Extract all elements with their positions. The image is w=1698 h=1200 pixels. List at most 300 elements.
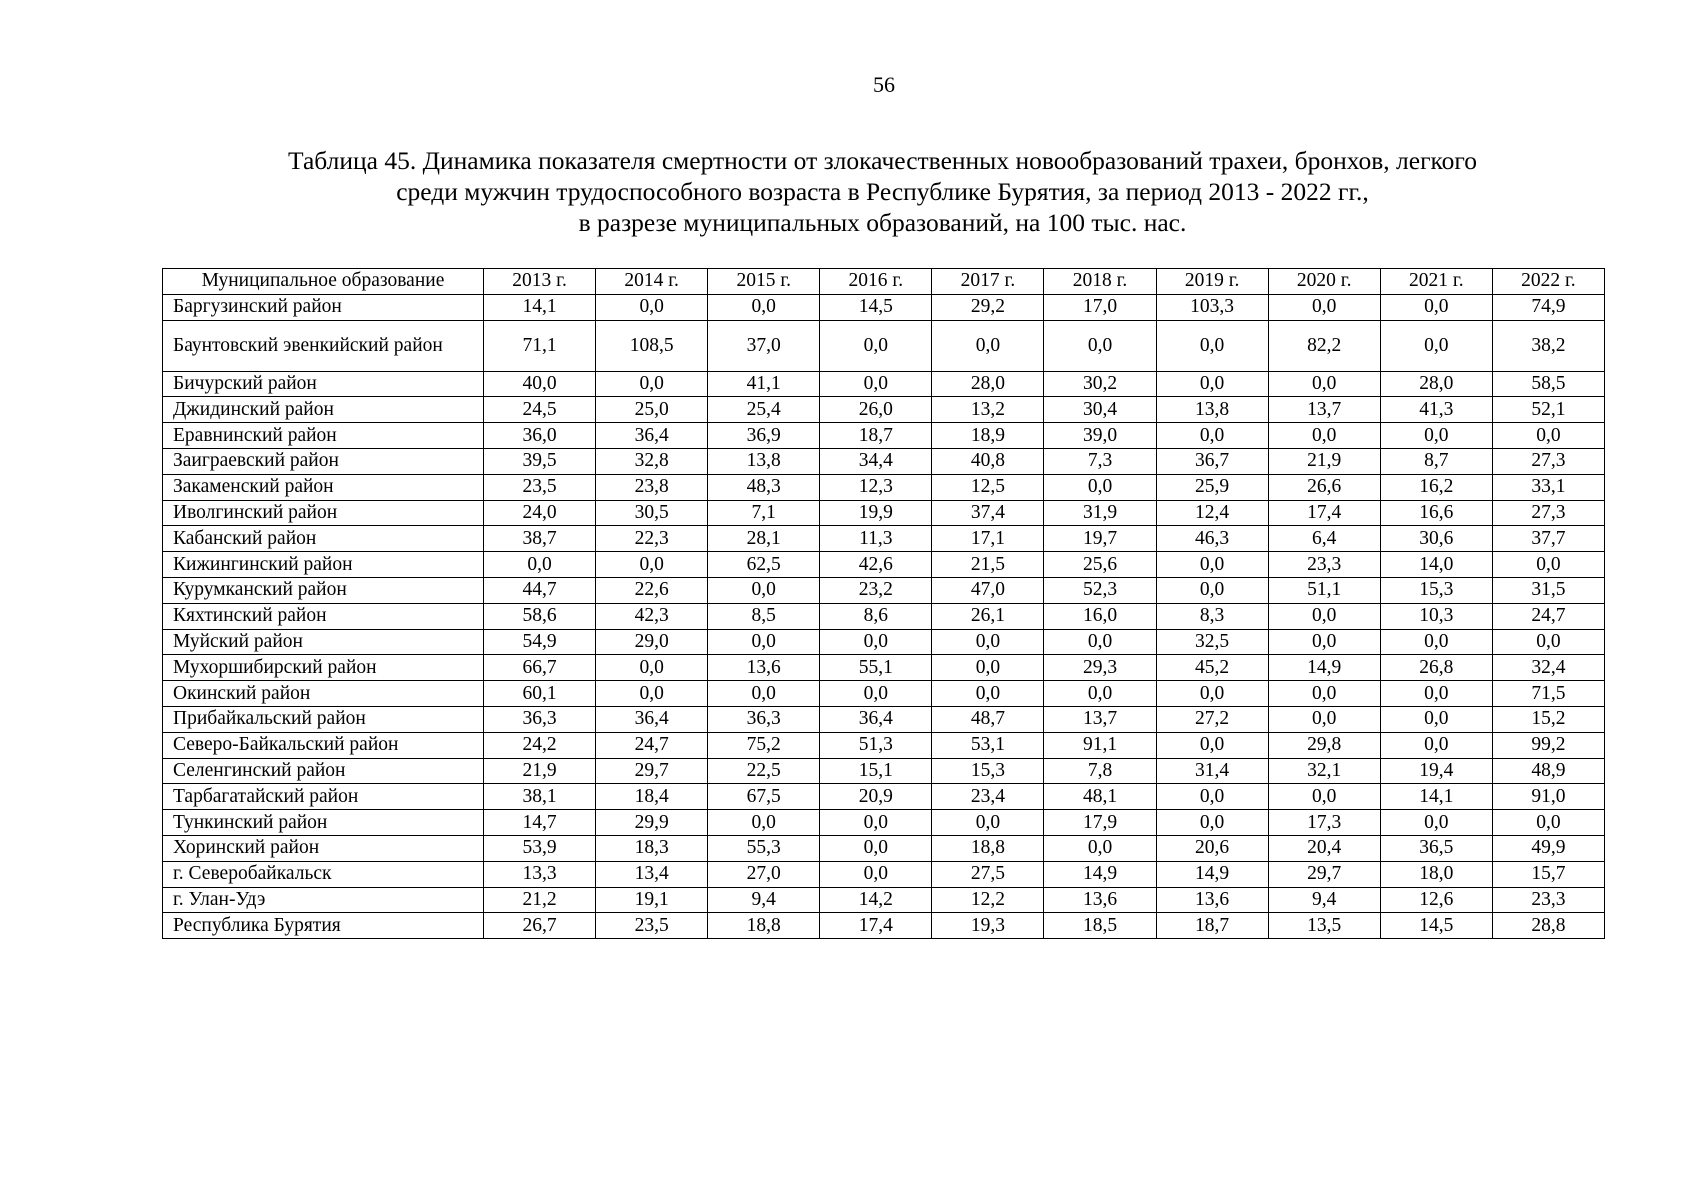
value-cell: 0,0 — [820, 861, 932, 887]
table-row — [163, 423, 1605, 449]
value-cell: 0,0 — [484, 552, 596, 578]
value-cell: 15,3 — [1380, 577, 1492, 603]
value-cell: 25,9 — [1156, 474, 1268, 500]
value-cell: 16,6 — [1380, 500, 1492, 526]
municipality-name-cell: Баунтовский эвенкийский район — [163, 320, 484, 371]
table-title-line-2: среди мужчин трудоспособного возраста в Республике Бурятия, за период 2013 - 2022 гг., — [396, 177, 1369, 206]
value-cell: 23,3 — [1268, 552, 1380, 578]
municipality-name-cell: Муйский район — [163, 629, 484, 655]
value-cell: 0,0 — [1044, 320, 1156, 371]
value-cell: 13,3 — [484, 861, 596, 887]
table-row — [163, 371, 1605, 397]
value-cell: 8,5 — [708, 603, 820, 629]
municipality-name-cell: Джидинский район — [163, 397, 484, 423]
value-cell: 18,3 — [596, 835, 708, 861]
table-row — [163, 577, 1605, 603]
value-cell: 0,0 — [1380, 320, 1492, 371]
value-cell: 58,5 — [1492, 371, 1604, 397]
value-cell: 13,6 — [708, 655, 820, 681]
column-header-year: 2015 г. — [708, 269, 820, 295]
value-cell: 0,0 — [820, 681, 932, 707]
municipality-name-cell: Баргузинский район — [163, 294, 484, 320]
value-cell: 48,7 — [932, 706, 1044, 732]
table-row — [163, 784, 1605, 810]
value-cell: 24,7 — [596, 732, 708, 758]
value-cell: 30,6 — [1380, 526, 1492, 552]
value-cell: 29,0 — [596, 629, 708, 655]
value-cell: 23,8 — [596, 474, 708, 500]
value-cell: 38,7 — [484, 526, 596, 552]
mortality-table — [162, 268, 1605, 939]
table-row — [163, 500, 1605, 526]
value-cell: 12,3 — [820, 474, 932, 500]
value-cell: 0,0 — [932, 810, 1044, 836]
municipality-name-cell: г. Северобайкальск — [163, 861, 484, 887]
municipality-name-cell: Кабанский район — [163, 526, 484, 552]
value-cell: 27,5 — [932, 861, 1044, 887]
municipality-name-cell: Тункинский район — [163, 810, 484, 836]
value-cell: 11,3 — [820, 526, 932, 552]
value-cell: 108,5 — [596, 320, 708, 371]
municipality-name-cell: Селенгинский район — [163, 758, 484, 784]
value-cell: 37,7 — [1492, 526, 1604, 552]
value-cell: 31,5 — [1492, 577, 1604, 603]
value-cell: 66,7 — [484, 655, 596, 681]
value-cell: 62,5 — [708, 552, 820, 578]
value-cell: 0,0 — [1380, 706, 1492, 732]
table-row — [163, 681, 1605, 707]
value-cell: 18,7 — [820, 423, 932, 449]
value-cell: 0,0 — [708, 629, 820, 655]
municipality-name-cell: Хоринский район — [163, 835, 484, 861]
value-cell: 14,1 — [484, 294, 596, 320]
value-cell: 0,0 — [1380, 423, 1492, 449]
column-header-year: 2020 г. — [1268, 269, 1380, 295]
value-cell: 23,2 — [820, 577, 932, 603]
value-cell: 30,4 — [1044, 397, 1156, 423]
value-cell: 24,0 — [484, 500, 596, 526]
municipality-name-cell: Заиграевский район — [163, 448, 484, 474]
value-cell: 20,6 — [1156, 835, 1268, 861]
value-cell: 22,3 — [596, 526, 708, 552]
value-cell: 12,2 — [932, 887, 1044, 913]
value-cell: 18,9 — [932, 423, 1044, 449]
table-row — [163, 552, 1605, 578]
value-cell: 0,0 — [820, 835, 932, 861]
table-row — [163, 320, 1605, 371]
value-cell: 30,2 — [1044, 371, 1156, 397]
municipality-name-cell: Тарбагатайский район — [163, 784, 484, 810]
table-header-row — [163, 269, 1605, 295]
table-row — [163, 887, 1605, 913]
municipality-name-cell: Закаменский район — [163, 474, 484, 500]
table-row — [163, 294, 1605, 320]
municipality-name-cell: Кижингинский район — [163, 552, 484, 578]
value-cell: 29,3 — [1044, 655, 1156, 681]
value-cell: 19,1 — [596, 887, 708, 913]
value-cell: 9,4 — [708, 887, 820, 913]
value-cell: 0,0 — [1492, 423, 1604, 449]
value-cell: 0,0 — [1268, 603, 1380, 629]
value-cell: 0,0 — [820, 810, 932, 836]
table-row — [163, 474, 1605, 500]
value-cell: 0,0 — [820, 629, 932, 655]
value-cell: 24,2 — [484, 732, 596, 758]
column-header-year: 2021 г. — [1380, 269, 1492, 295]
value-cell: 13,7 — [1268, 397, 1380, 423]
value-cell: 0,0 — [1156, 732, 1268, 758]
value-cell: 36,4 — [820, 706, 932, 732]
value-cell: 14,7 — [484, 810, 596, 836]
value-cell: 6,4 — [1268, 526, 1380, 552]
value-cell: 8,7 — [1380, 448, 1492, 474]
value-cell: 0,0 — [596, 552, 708, 578]
value-cell: 18,5 — [1044, 913, 1156, 939]
value-cell: 36,3 — [484, 706, 596, 732]
value-cell: 23,3 — [1492, 887, 1604, 913]
value-cell: 9,4 — [1268, 887, 1380, 913]
value-cell: 39,5 — [484, 448, 596, 474]
value-cell: 28,8 — [1492, 913, 1604, 939]
value-cell: 0,0 — [596, 655, 708, 681]
value-cell: 25,6 — [1044, 552, 1156, 578]
value-cell: 53,1 — [932, 732, 1044, 758]
value-cell: 27,3 — [1492, 500, 1604, 526]
value-cell: 0,0 — [1380, 629, 1492, 655]
value-cell: 14,5 — [1380, 913, 1492, 939]
value-cell: 0,0 — [1268, 294, 1380, 320]
value-cell: 13,7 — [1044, 706, 1156, 732]
table-body — [163, 294, 1605, 938]
value-cell: 7,8 — [1044, 758, 1156, 784]
table-header — [163, 269, 1605, 295]
value-cell: 32,4 — [1492, 655, 1604, 681]
value-cell: 29,9 — [596, 810, 708, 836]
value-cell: 55,3 — [708, 835, 820, 861]
value-cell: 18,0 — [1380, 861, 1492, 887]
value-cell: 25,4 — [708, 397, 820, 423]
value-cell: 74,9 — [1492, 294, 1604, 320]
municipality-name-cell: г. Улан-Удэ — [163, 887, 484, 913]
value-cell: 23,4 — [932, 784, 1044, 810]
value-cell: 0,0 — [1156, 552, 1268, 578]
table-title-line-3: в разрезе муниципальных образований, на 100 тыс. нас. — [578, 208, 1187, 237]
value-cell: 8,6 — [820, 603, 932, 629]
value-cell: 42,3 — [596, 603, 708, 629]
value-cell: 15,7 — [1492, 861, 1604, 887]
value-cell: 0,0 — [1156, 810, 1268, 836]
value-cell: 32,5 — [1156, 629, 1268, 655]
value-cell: 53,9 — [484, 835, 596, 861]
value-cell: 21,9 — [1268, 448, 1380, 474]
value-cell: 82,2 — [1268, 320, 1380, 371]
value-cell: 0,0 — [708, 577, 820, 603]
table-row — [163, 758, 1605, 784]
value-cell: 29,7 — [596, 758, 708, 784]
value-cell: 36,0 — [484, 423, 596, 449]
value-cell: 13,6 — [1156, 887, 1268, 913]
value-cell: 14,9 — [1268, 655, 1380, 681]
value-cell: 17,4 — [1268, 500, 1380, 526]
column-header-year: 2018 г. — [1044, 269, 1156, 295]
value-cell: 21,5 — [932, 552, 1044, 578]
value-cell: 23,5 — [596, 913, 708, 939]
value-cell: 45,2 — [1156, 655, 1268, 681]
value-cell: 0,0 — [1156, 371, 1268, 397]
value-cell: 99,2 — [1492, 732, 1604, 758]
value-cell: 91,1 — [1044, 732, 1156, 758]
value-cell: 21,2 — [484, 887, 596, 913]
column-header-year: 2013 г. — [484, 269, 596, 295]
value-cell: 91,0 — [1492, 784, 1604, 810]
value-cell: 26,7 — [484, 913, 596, 939]
value-cell: 0,0 — [708, 810, 820, 836]
value-cell: 0,0 — [1156, 320, 1268, 371]
value-cell: 16,0 — [1044, 603, 1156, 629]
value-cell: 18,4 — [596, 784, 708, 810]
value-cell: 0,0 — [1380, 294, 1492, 320]
value-cell: 26,6 — [1268, 474, 1380, 500]
value-cell: 0,0 — [596, 681, 708, 707]
value-cell: 8,3 — [1156, 603, 1268, 629]
value-cell: 12,6 — [1380, 887, 1492, 913]
value-cell: 0,0 — [1268, 629, 1380, 655]
value-cell: 60,1 — [484, 681, 596, 707]
value-cell: 0,0 — [820, 371, 932, 397]
column-header-year: 2014 г. — [596, 269, 708, 295]
value-cell: 0,0 — [1268, 706, 1380, 732]
value-cell: 29,7 — [1268, 861, 1380, 887]
value-cell: 0,0 — [1492, 810, 1604, 836]
value-cell: 7,1 — [708, 500, 820, 526]
value-cell: 13,4 — [596, 861, 708, 887]
table-row — [163, 397, 1605, 423]
value-cell: 26,0 — [820, 397, 932, 423]
value-cell: 0,0 — [1380, 681, 1492, 707]
value-cell: 0,0 — [1156, 784, 1268, 810]
value-cell: 13,2 — [932, 397, 1044, 423]
value-cell: 19,3 — [932, 913, 1044, 939]
value-cell: 71,1 — [484, 320, 596, 371]
value-cell: 22,5 — [708, 758, 820, 784]
municipality-name-cell: Республика Бурятия — [163, 913, 484, 939]
value-cell: 36,4 — [596, 706, 708, 732]
value-cell: 46,3 — [1156, 526, 1268, 552]
value-cell: 26,8 — [1380, 655, 1492, 681]
value-cell: 28,0 — [1380, 371, 1492, 397]
value-cell: 0,0 — [932, 629, 1044, 655]
value-cell: 10,3 — [1380, 603, 1492, 629]
value-cell: 0,0 — [1156, 681, 1268, 707]
value-cell: 37,0 — [708, 320, 820, 371]
value-cell: 27,3 — [1492, 448, 1604, 474]
table-row — [163, 706, 1605, 732]
table-row — [163, 655, 1605, 681]
value-cell: 40,0 — [484, 371, 596, 397]
value-cell: 15,1 — [820, 758, 932, 784]
value-cell: 36,5 — [1380, 835, 1492, 861]
value-cell: 0,0 — [1268, 681, 1380, 707]
value-cell: 42,6 — [820, 552, 932, 578]
table-row — [163, 810, 1605, 836]
value-cell: 103,3 — [1156, 294, 1268, 320]
value-cell: 13,8 — [1156, 397, 1268, 423]
value-cell: 25,0 — [596, 397, 708, 423]
value-cell: 51,3 — [820, 732, 932, 758]
value-cell: 19,4 — [1380, 758, 1492, 784]
table-row — [163, 835, 1605, 861]
value-cell: 28,0 — [932, 371, 1044, 397]
value-cell: 18,7 — [1156, 913, 1268, 939]
value-cell: 24,7 — [1492, 603, 1604, 629]
municipality-name-cell: Еравнинский район — [163, 423, 484, 449]
value-cell: 17,9 — [1044, 810, 1156, 836]
table-row — [163, 629, 1605, 655]
value-cell: 12,4 — [1156, 500, 1268, 526]
value-cell: 0,0 — [932, 320, 1044, 371]
table-title-line-1: Таблица 45. Динамика показателя смертности от злокачественных новообразований трахеи, бронхов, легкого — [288, 146, 1477, 175]
value-cell: 0,0 — [1044, 474, 1156, 500]
value-cell: 0,0 — [1044, 629, 1156, 655]
value-cell: 21,9 — [484, 758, 596, 784]
value-cell: 0,0 — [1268, 371, 1380, 397]
municipality-name-cell: Кяхтинский район — [163, 603, 484, 629]
value-cell: 17,4 — [820, 913, 932, 939]
value-cell: 13,5 — [1268, 913, 1380, 939]
value-cell: 48,1 — [1044, 784, 1156, 810]
value-cell: 75,2 — [708, 732, 820, 758]
value-cell: 0,0 — [1268, 423, 1380, 449]
value-cell: 58,6 — [484, 603, 596, 629]
value-cell: 39,0 — [1044, 423, 1156, 449]
value-cell: 13,6 — [1044, 887, 1156, 913]
value-cell: 7,3 — [1044, 448, 1156, 474]
value-cell: 0,0 — [708, 294, 820, 320]
value-cell: 41,1 — [708, 371, 820, 397]
value-cell: 0,0 — [1044, 835, 1156, 861]
table-row — [163, 732, 1605, 758]
value-cell: 41,3 — [1380, 397, 1492, 423]
value-cell: 17,1 — [932, 526, 1044, 552]
value-cell: 22,6 — [596, 577, 708, 603]
value-cell: 51,1 — [1268, 577, 1380, 603]
value-cell: 27,0 — [708, 861, 820, 887]
value-cell: 54,9 — [484, 629, 596, 655]
value-cell: 0,0 — [1492, 629, 1604, 655]
value-cell: 36,4 — [596, 423, 708, 449]
value-cell: 0,0 — [708, 681, 820, 707]
municipality-name-cell: Мухоршибирский район — [163, 655, 484, 681]
value-cell: 0,0 — [1492, 552, 1604, 578]
column-header-year: 2017 г. — [932, 269, 1044, 295]
table-row — [163, 448, 1605, 474]
table-row — [163, 913, 1605, 939]
value-cell: 17,0 — [1044, 294, 1156, 320]
value-cell: 52,3 — [1044, 577, 1156, 603]
table-title — [160, 145, 1605, 238]
value-cell: 26,1 — [932, 603, 1044, 629]
page-number: 56 — [873, 72, 895, 97]
value-cell: 18,8 — [932, 835, 1044, 861]
value-cell: 32,8 — [596, 448, 708, 474]
value-cell: 27,2 — [1156, 706, 1268, 732]
value-cell: 0,0 — [1268, 784, 1380, 810]
value-cell: 38,1 — [484, 784, 596, 810]
municipality-name-cell: Иволгинский район — [163, 500, 484, 526]
table-row — [163, 526, 1605, 552]
value-cell: 23,5 — [484, 474, 596, 500]
value-cell: 19,9 — [820, 500, 932, 526]
value-cell: 0,0 — [1156, 577, 1268, 603]
value-cell: 13,8 — [708, 448, 820, 474]
value-cell: 0,0 — [596, 371, 708, 397]
value-cell: 0,0 — [932, 681, 1044, 707]
municipality-name-cell: Бичурский район — [163, 371, 484, 397]
value-cell: 36,7 — [1156, 448, 1268, 474]
value-cell: 31,4 — [1156, 758, 1268, 784]
value-cell: 0,0 — [1156, 423, 1268, 449]
value-cell: 71,5 — [1492, 681, 1604, 707]
value-cell: 17,3 — [1268, 810, 1380, 836]
value-cell: 44,7 — [484, 577, 596, 603]
value-cell: 49,9 — [1492, 835, 1604, 861]
value-cell: 55,1 — [820, 655, 932, 681]
value-cell: 36,9 — [708, 423, 820, 449]
value-cell: 18,8 — [708, 913, 820, 939]
value-cell: 15,2 — [1492, 706, 1604, 732]
value-cell: 0,0 — [820, 320, 932, 371]
value-cell: 37,4 — [932, 500, 1044, 526]
value-cell: 29,2 — [932, 294, 1044, 320]
municipality-name-cell: Прибайкальский район — [163, 706, 484, 732]
column-header-municipality: Муниципальное образование — [163, 269, 484, 295]
value-cell: 36,3 — [708, 706, 820, 732]
column-header-year: 2016 г. — [820, 269, 932, 295]
value-cell: 0,0 — [596, 294, 708, 320]
value-cell: 52,1 — [1492, 397, 1604, 423]
value-cell: 48,3 — [708, 474, 820, 500]
value-cell: 12,5 — [932, 474, 1044, 500]
table-row — [163, 603, 1605, 629]
value-cell: 15,3 — [932, 758, 1044, 784]
value-cell: 0,0 — [1380, 732, 1492, 758]
value-cell: 28,1 — [708, 526, 820, 552]
value-cell: 33,1 — [1492, 474, 1604, 500]
value-cell: 20,4 — [1268, 835, 1380, 861]
value-cell: 48,9 — [1492, 758, 1604, 784]
value-cell: 24,5 — [484, 397, 596, 423]
value-cell: 31,9 — [1044, 500, 1156, 526]
value-cell: 47,0 — [932, 577, 1044, 603]
value-cell: 14,9 — [1044, 861, 1156, 887]
municipality-name-cell: Окинский район — [163, 681, 484, 707]
column-header-year: 2019 г. — [1156, 269, 1268, 295]
value-cell: 32,1 — [1268, 758, 1380, 784]
value-cell: 14,0 — [1380, 552, 1492, 578]
value-cell: 67,5 — [708, 784, 820, 810]
table-row — [163, 861, 1605, 887]
column-header-year: 2022 г. — [1492, 269, 1604, 295]
value-cell: 14,9 — [1156, 861, 1268, 887]
value-cell: 0,0 — [1380, 810, 1492, 836]
value-cell: 0,0 — [932, 655, 1044, 681]
value-cell: 14,5 — [820, 294, 932, 320]
value-cell: 40,8 — [932, 448, 1044, 474]
value-cell: 16,2 — [1380, 474, 1492, 500]
value-cell: 14,2 — [820, 887, 932, 913]
value-cell: 0,0 — [1044, 681, 1156, 707]
value-cell: 34,4 — [820, 448, 932, 474]
